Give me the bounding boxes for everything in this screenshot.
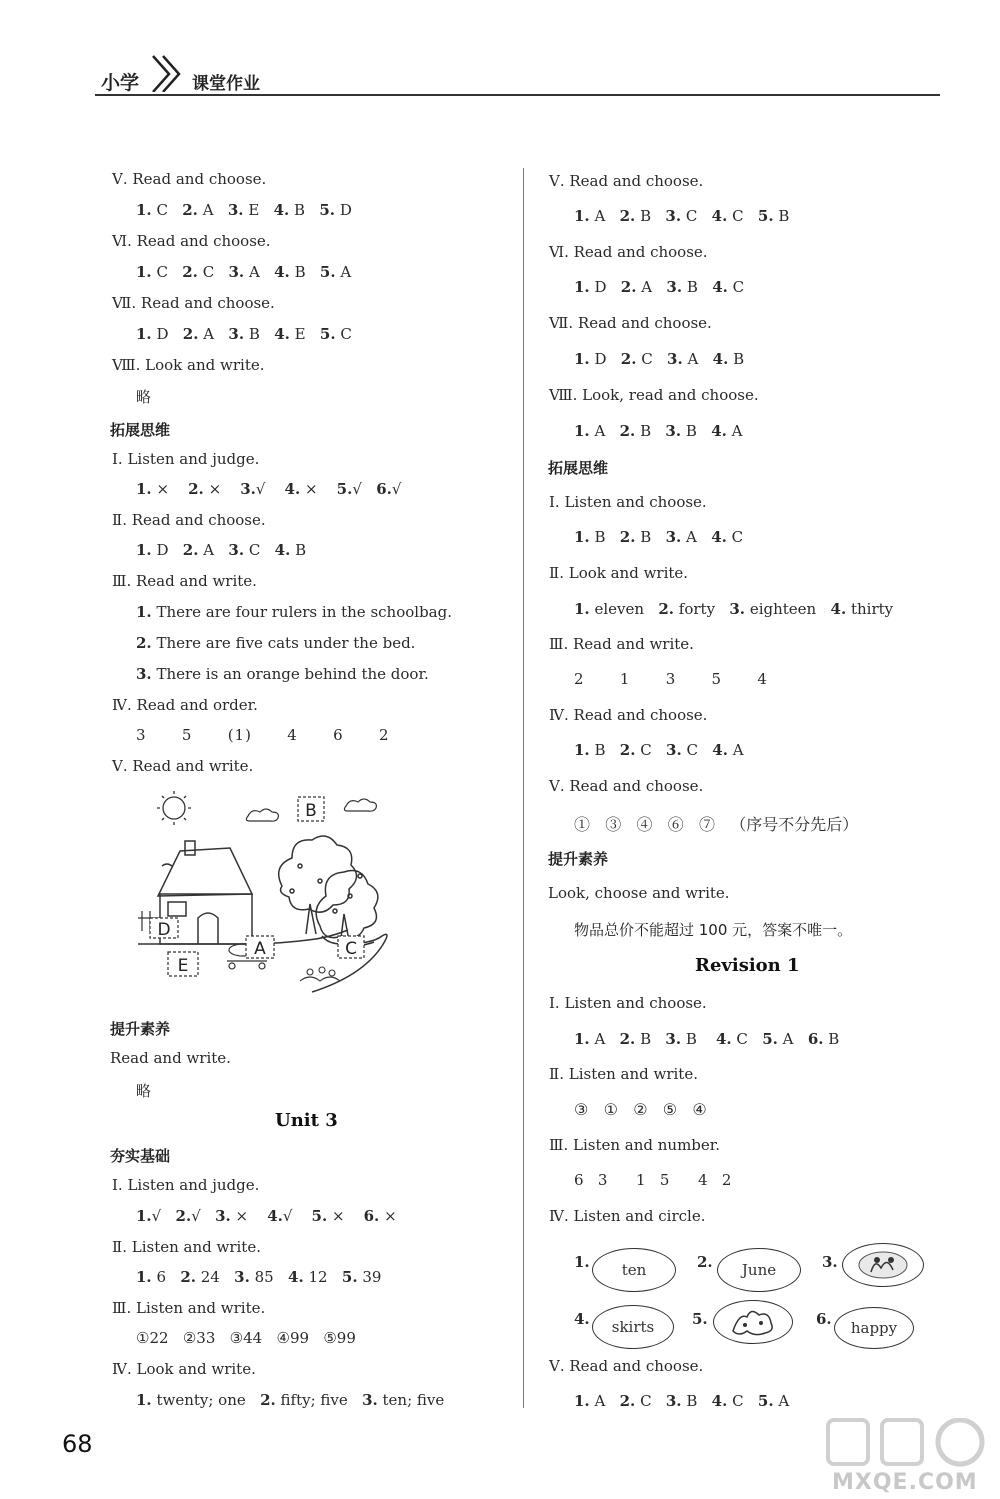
section-heading: Ⅳ. Read and choose.: [549, 706, 708, 724]
category-heading: 提升素养: [110, 1020, 171, 1038]
answer-oval: [842, 1243, 924, 1287]
unit-title: Unit 3: [275, 1110, 338, 1131]
category-heading: 提升素养: [548, 850, 609, 868]
category-heading: 拓展思维: [548, 459, 609, 477]
category-heading: 夯实基础: [110, 1147, 171, 1165]
column-divider: [523, 168, 524, 1408]
answer-note: 物品总价不能超过 100 元，答案不唯一。: [574, 921, 853, 939]
label-b: B: [305, 801, 317, 821]
header-series: 小学: [101, 72, 140, 94]
item-number: 4.: [574, 1310, 590, 1328]
unit-title: Revision 1: [695, 955, 800, 976]
double-chevron-icon: [147, 52, 187, 92]
section-heading: Ⅰ. Listen and judge.: [112, 1176, 260, 1194]
section-heading: Ⅲ. Read and write.: [112, 572, 257, 590]
answer-oval: June: [717, 1248, 801, 1292]
flowers-icon: [300, 967, 340, 981]
answer-line: 6 3 1 5 4 2: [574, 1171, 732, 1189]
omitted-answer: 略: [136, 1082, 152, 1100]
section-heading: Ⅴ. Read and choose.: [112, 170, 267, 188]
label-c: C: [345, 939, 357, 959]
answer-line: ① ③ ④ ⑥ ⑦ （序号不分先后）: [574, 815, 859, 834]
section-heading: Ⅴ. Read and choose.: [549, 777, 704, 795]
watermark-text: MXQE.COM: [832, 1470, 978, 1495]
answer-oval: happy: [834, 1307, 914, 1349]
answer-line: ③ ① ② ⑤ ④: [574, 1100, 707, 1119]
sun-icon: [157, 791, 191, 825]
answer-line: 1. D 2. A 3. C 4. B: [136, 541, 307, 559]
label-e: E: [177, 956, 189, 976]
answer-oval: ten: [592, 1248, 676, 1292]
section-heading: Read and write.: [110, 1049, 231, 1067]
section-heading: Look, choose and write.: [548, 884, 730, 902]
answer-line: 2 1 3 5 4: [574, 670, 768, 688]
section-heading: Ⅴ. Read and choose.: [549, 172, 704, 190]
answer-oval: [713, 1300, 793, 1344]
item-number: 5.: [692, 1310, 708, 1328]
answer-line: 1. D 2. C 3. A 4. B: [574, 350, 745, 368]
section-heading: Ⅱ. Listen and write.: [112, 1238, 261, 1256]
section-heading: Ⅷ. Look, read and choose.: [549, 386, 759, 404]
answer-line: 1. twenty; one 2. fifty; five 3. ten; five: [136, 1391, 445, 1409]
category-heading: 拓展思维: [110, 421, 171, 439]
item-number: 2.: [697, 1253, 713, 1271]
section-heading: Ⅰ. Listen and choose.: [549, 493, 707, 511]
answer-line: 1. B 2. C 3. C 4. A: [574, 741, 744, 759]
header-rule: [95, 94, 940, 96]
picture-icon: [723, 1305, 783, 1339]
answer-line: 1. A 2. B 3. B 4. A: [574, 422, 743, 440]
section-heading: Ⅴ. Read and write.: [112, 757, 254, 775]
section-heading: Ⅴ. Read and choose.: [549, 1357, 704, 1375]
answer-line: 1. B 2. B 3. A 4. C: [574, 528, 744, 546]
page-number: 68: [62, 1430, 93, 1458]
tree-icon: [279, 836, 378, 946]
answer-line: 1. A 2. C 3. B 4. C 5. A: [574, 1392, 790, 1410]
answer-line: 1. 6 2. 24 3. 85 4. 12 5. 39: [136, 1268, 382, 1286]
label-a: A: [254, 939, 266, 959]
answer-line: 1. C 2. C 3. A 4. B 5. A: [136, 263, 352, 281]
answer-line: 1. A 2. B 3. C 4. C 5. B: [574, 207, 790, 225]
section-heading: Ⅲ. Listen and number.: [549, 1136, 721, 1154]
item-number: 3.: [822, 1253, 838, 1271]
section-heading: Ⅶ. Read and choose.: [549, 314, 712, 332]
section-heading: Ⅷ. Look and write.: [112, 356, 265, 374]
label-d: D: [157, 920, 171, 940]
item-number: 1.: [574, 1253, 590, 1271]
answer-line: 1.√ 2.√ 3. × 4.√ 5. × 6. ×: [136, 1207, 397, 1225]
answer-sentence: 1. There are four rulers in the schoolbag.: [136, 603, 452, 621]
section-heading: Ⅳ. Look and write.: [112, 1360, 256, 1378]
answer-line: 1. × 2. × 3.√ 4. × 5.√ 6.√: [136, 480, 402, 498]
section-heading: Ⅳ. Read and order.: [112, 696, 258, 714]
section-heading: Ⅱ. Read and choose.: [112, 511, 266, 529]
header-title: 课堂作业: [192, 74, 260, 94]
section-heading: Ⅲ. Read and write.: [549, 635, 694, 653]
answer-line: 1. eleven 2. forty 3. eighteen 4. thirty: [574, 600, 894, 618]
section-heading: Ⅱ. Look and write.: [549, 564, 689, 582]
page-header: [95, 48, 940, 98]
item-number: 6.: [816, 1310, 832, 1328]
section-heading: Ⅰ. Listen and choose.: [549, 994, 707, 1012]
section-heading: Ⅶ. Read and choose.: [112, 294, 275, 312]
section-heading: Ⅱ. Listen and write.: [549, 1065, 698, 1083]
answer-line: ①22 ②33 ③44 ④99 ⑤99: [136, 1329, 356, 1347]
answer-sentence: 3. There is an orange behind the door.: [136, 665, 429, 683]
answer-line: 1. C 2. A 3. E 4. B 5. D: [136, 201, 352, 219]
section-heading: Ⅵ. Read and choose.: [112, 232, 271, 250]
picture-icon: [853, 1248, 913, 1282]
answer-sentence: 2. There are five cats under the bed.: [136, 634, 416, 652]
omitted-answer: 略: [136, 388, 152, 406]
answer-line: 1. A 2. B 3. B 4. C 5. A 6. B: [574, 1030, 840, 1048]
section-heading: Ⅵ. Read and choose.: [549, 243, 708, 261]
section-heading: Ⅲ. Listen and write.: [112, 1299, 266, 1317]
answer-line: 1. D 2. A 3. B 4. C: [574, 278, 745, 296]
section-heading: Ⅰ. Listen and judge.: [112, 450, 260, 468]
section-heading: Ⅳ. Listen and circle.: [549, 1207, 706, 1225]
answer-line: 1. D 2. A 3. B 4. E 5. C: [136, 325, 352, 343]
house-scene-illustration: [110, 786, 400, 998]
answer-line: 3 5 (1) 4 6 2: [136, 726, 390, 744]
answer-oval: skirts: [592, 1305, 674, 1349]
